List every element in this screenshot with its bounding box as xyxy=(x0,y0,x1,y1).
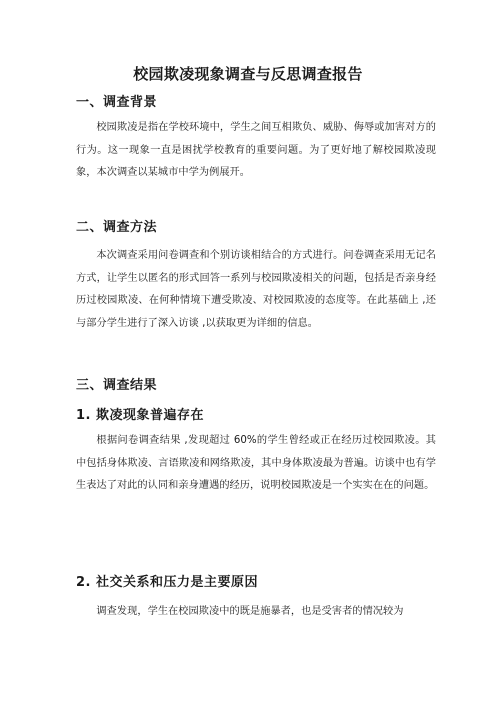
section-heading-background: 一、调查背景 xyxy=(76,95,158,110)
subsection-heading-causes: 2. 社交关系和压力是主要原因 xyxy=(76,575,259,590)
paragraph-prevalence: 根据问卷调查结果 ,发现超过 60%的学生曾经或正在经历过校园欺凌。其中包括身体欺凌、言语欺凌和网络欺凌，其中身体欺凌最为普遍。访谈中也有学生表达了对此的认同和亲身遭遇的经历，说明校园欺凌是一个实实在在的问题。 xyxy=(76,435,436,492)
paragraph-causes: 调查发现，学生在校园欺凌中的既是施暴者，也是受害者的情况较为 xyxy=(96,606,404,617)
section-heading-method: 二、调查方法 xyxy=(76,220,158,235)
page-title: 校园欺凌现象调查与反思调查报告 xyxy=(133,65,363,83)
section-heading-results: 三、调查结果 xyxy=(76,378,158,393)
paragraph-method: 本次调查采用问卷调查和个别访谈相结合的方式进行。问卷调查采用无记名方式，让学生以匿名的形式回答一系列与校园欺凌相关的问题，包括是否亲身经历过校园欺凌、在何种情境下遭受欺凌、对校园欺凌的态度等。在此基础上 ,还与部分学生进行了深入访谈 ,以获取更为详细的信息。 xyxy=(76,250,436,329)
subsection-heading-prevalence: 1. 欺凌现象普遍存在 xyxy=(76,408,205,423)
paragraph-background: 校园欺凌是指在学校环境中，学生之间互相欺负、威胁、侮辱或加害对方的行为。这一现象一直是困扰学校教育的重要问题。为了更好地了解校园欺凌现象，本次调查以某城市中学为例展开。 xyxy=(76,122,436,179)
